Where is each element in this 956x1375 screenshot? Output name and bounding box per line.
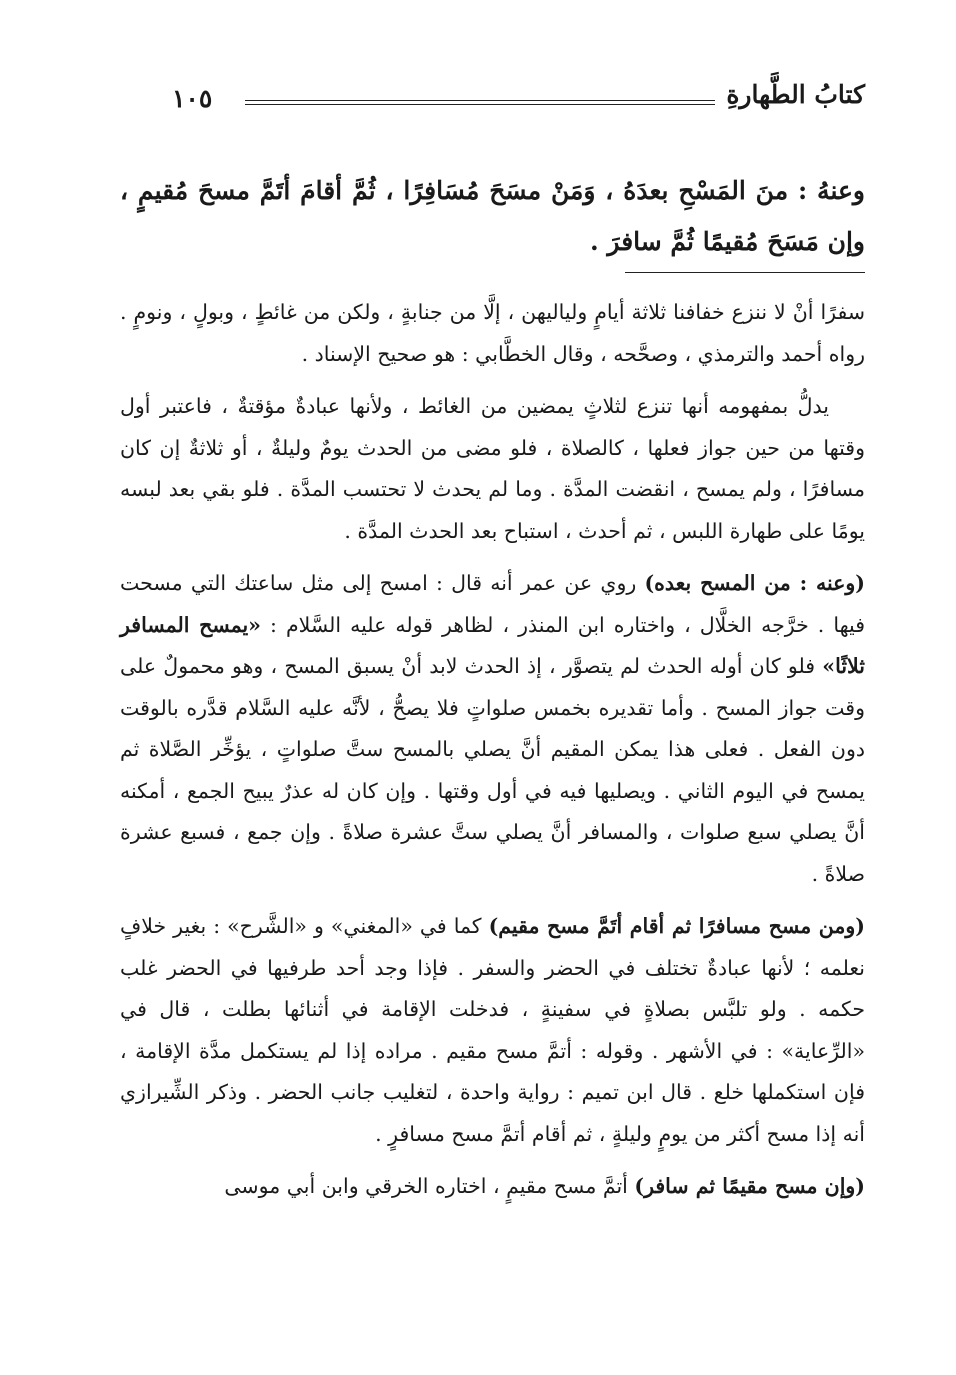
- quoted-heading: (وعنه : من المسح بعده): [644, 571, 865, 595]
- book-title: كتابُ الطَّهارةِ: [726, 80, 865, 109]
- commentary-paragraph: [120, 906, 865, 1155]
- page-number: ١٠٥: [172, 84, 213, 113]
- commentary-paragraph: [120, 563, 865, 895]
- quoted-heading: (وإن مسح مقيمًا ثم سافر): [634, 1174, 865, 1198]
- commentary: [120, 292, 865, 1219]
- header-rule: [245, 100, 715, 105]
- commentary-paragraph: [120, 1166, 865, 1208]
- main-text: وعنهُ : منَ المَسْحِ بعدَهُ ، وَمَنْ مسَحَ مُسَافِرًا ، ثُمَّ أقامَ أتَمَّ مسحَ مُقيمٍ ، وإن مَسَحَ مُقيمًا ثُمَّ سافرَ .: [120, 176, 865, 256]
- paragraph-text: روي عن عمر أنه قال : امسح إلى مثل ساعتك التي مسحت فيها . خرَّجه الخلَّال ، واختاره ابن المنذر ، لظاهر قوله عليه السَّلام :: [120, 571, 866, 637]
- commentary-paragraph: سفرًا أنْ لا ننزع خفافنا ثلاثة أيامٍ ولياليهن ، إلَّا من جنابةٍ ، ولكن من غائطٍ ، وبولٍ ، ونومٍ . رواه أحمد والترمذي ، وصحَّحه ، وقال الخطَّابي : هو صحيح الإسناد .: [120, 300, 865, 366]
- paragraph-text: كما في «المغني» و «الشَّرح» : بغير خلافٍ نعلمه ؛ لأنها عبادةٌ تختلف في الحضر والسفر . فإذا وجد أحد طرفيها في الحضر غلب حكمه . ولو تلبَّس بصلاةٍ في سفينةٍ ، فدخلت الإقامة في أثنائها بطلت ، قال في «الرِّعاية» : في الأشهر . وقوله : أتمَّ مسح مقيم . مراده إذا لم يستكمل مدَّة الإقامة ، فإن استكملها خلع . قال ابن تميم : رواية واحدة ، لتغليب جانب الحضر . وذكر الشِّيرازي أنه إذا مسح أكثر من يومٍ وليلةٍ ، ثم أقام أتمَّ مسح مسافرٍ .: [120, 914, 865, 1146]
- paragraph-text: أتمَّ مسح مقيمٍ ، اختاره الخرقي وابن أبي موسى: [224, 1174, 635, 1198]
- paragraph-text: فلو كان أوله الحدث لم يتصوَّر ، إذ الحدث لابد أنْ يسبق المسح ، وهو محمولٌ على وقت جواز المسح . وأما تقديره بخمس صلواتٍ فلا يصحُّ ، لأنَّه عليه السَّلام قدَّره بالوقت دون الفعل . فعلى هذا يمكن المقيم أنَّ يصلي بالمسح ستَّ صلواتٍ ، يؤخِّر الصَّلاة ثم يمسح في اليوم الثاني . ويصليها فيه في أول وقتها . وإن كان له عذرٌ يبيح الجمع ، أمكنه أنَّ يصلي سبع صلوات ، والمسافر أنَّ يصلي ستَّ عشرة صلاةً . وإن جمع ، فسبع عشرة صلاةً .: [120, 654, 865, 886]
- quoted-hadith: «يمسح المسافر ثلاثًا»: [120, 612, 865, 678]
- quoted-heading: (ومن مسح مسافرًا ثم أقام أتَمَّ مسح مقيم): [488, 914, 865, 938]
- section-divider: [625, 272, 865, 273]
- commentary-paragraph: يدلُّ بمفهومه أنها تنزع لثلاثٍ يمضين من الغائط ، ولأنها عبادةٌ مؤقتةٌ ، فاعتبر أول وقتها من حين جواز فعلها ، كالصلاة ، فلو مضى من الحدث يومٌ وليلةٌ ، أو ثلاثةٌ إن كان مسافرًا ، ولم يمسح ، انقضت المدَّة . وما لم يحدث لا تحتسب المدَّة . فلو بقي بعد لبسه يومًا على طهارة اللبس ، ثم أحدث ، استباح بعد الحدث المدَّة .: [120, 394, 865, 543]
- running-header: [150, 80, 865, 120]
